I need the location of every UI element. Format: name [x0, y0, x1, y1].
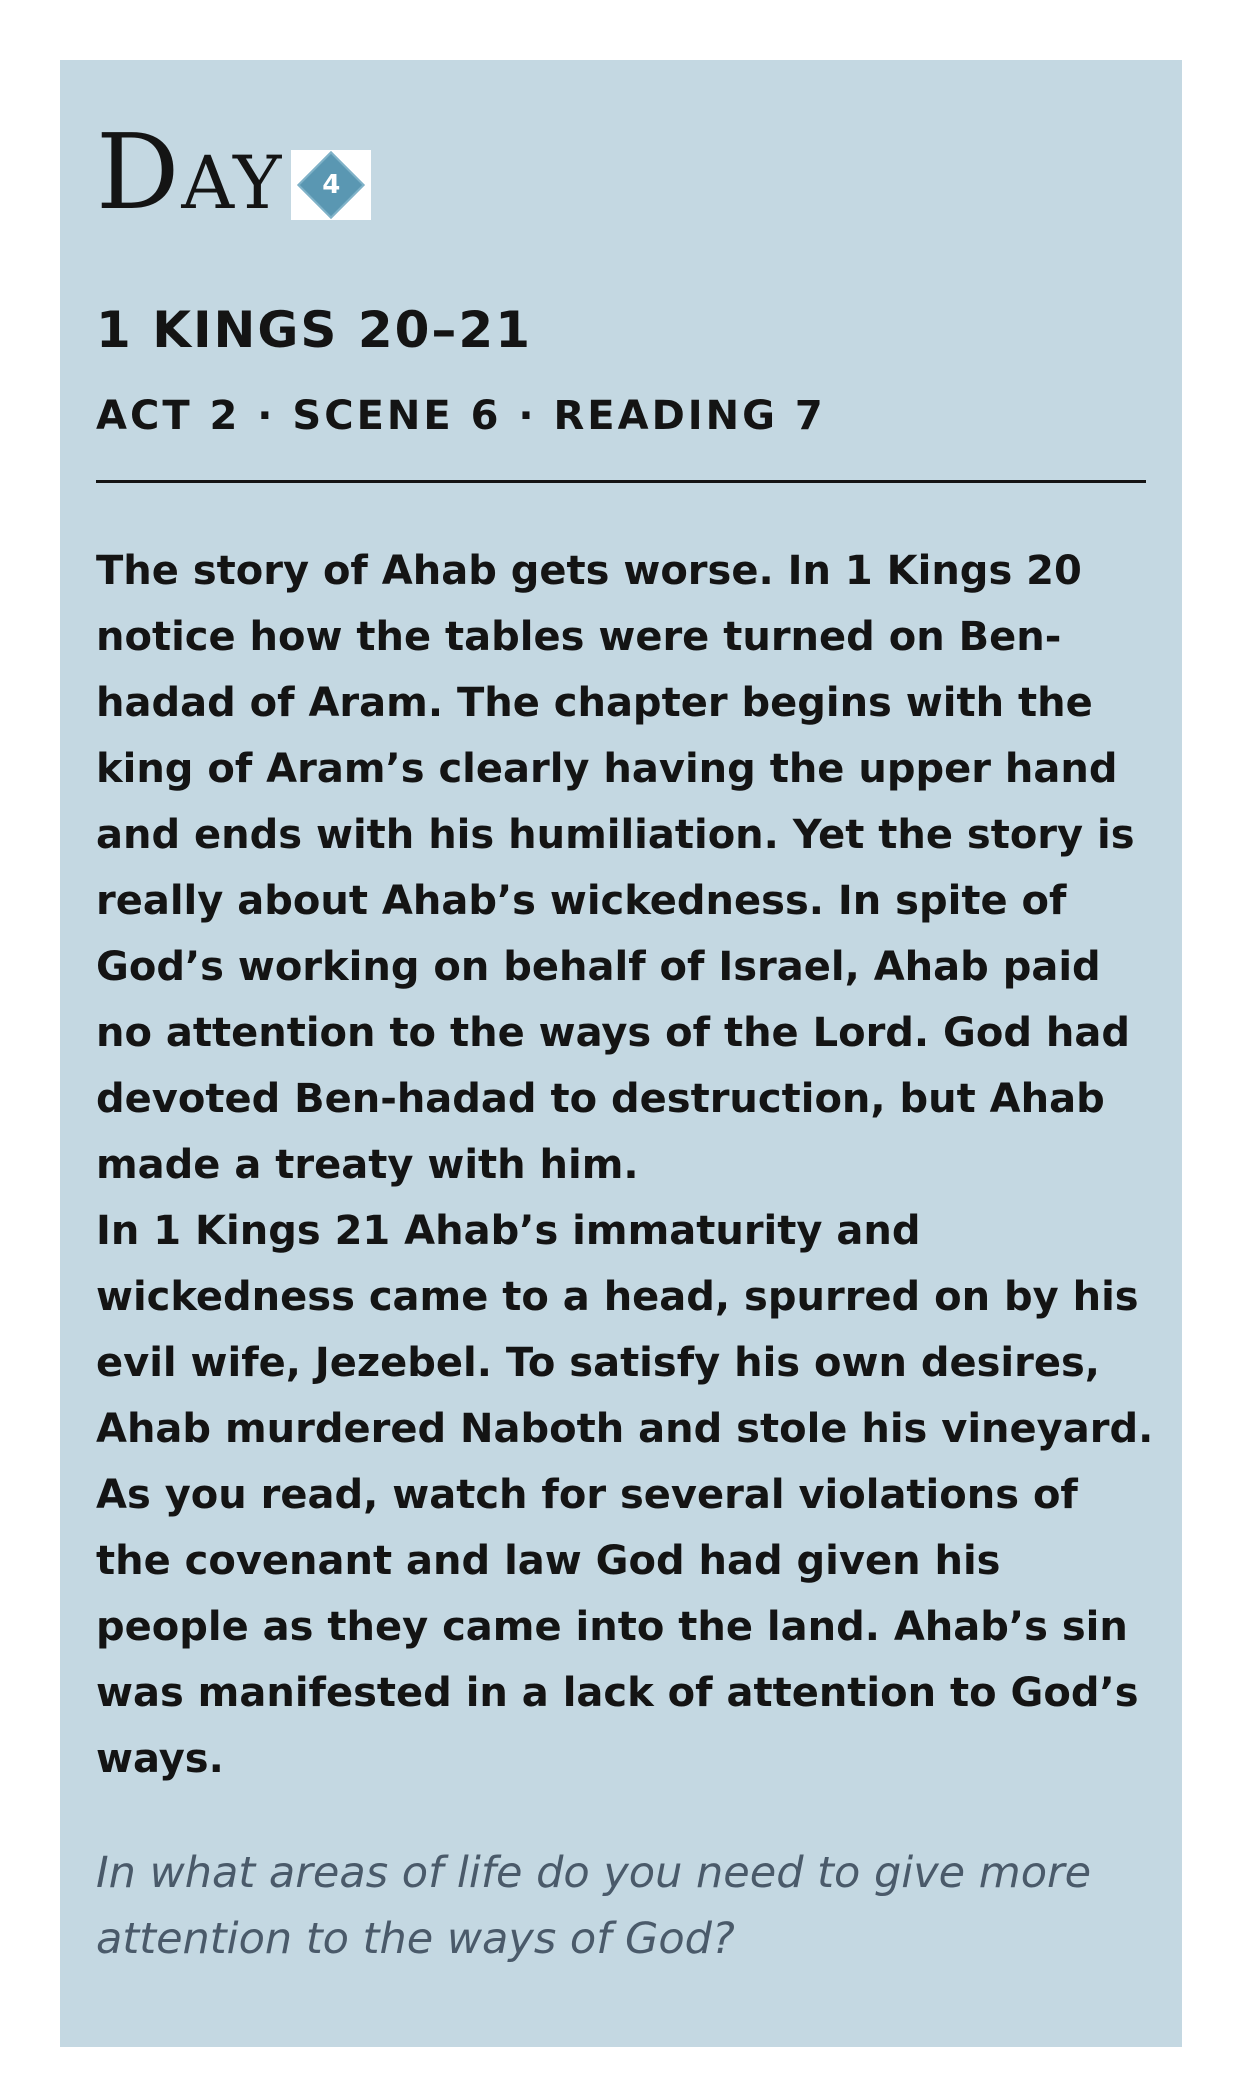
day-number: 4	[322, 170, 341, 200]
paragraph: In 1 Kings 21 Ahab’s immaturity and wickedness came to a head, spurred on by his evil wife, Jezebel. To satisfy his own desires, Ahab murdered Naboth and stole his vineyard.	[96, 1208, 1154, 1452]
reflection-question: In what areas of life do you need to give more attention to the ways of God?	[96, 1848, 1092, 1964]
paragraph: The story of Ahab gets worse. In 1 Kings 20 notice how the tables were turned on Ben-hadad of Aram. The chapter begins with the king of Aram’s clearly having the upper hand and ends with his humiliation. Yet the story is really about Ahab’s wickedness. In spite of God’s working on behalf of Israel, Ahab paid no attention to the ways of the Lord. God had devoted Ben-hadad to destruction, but Ahab made a treaty with him.	[96, 548, 1135, 1188]
day-label: Day	[96, 111, 284, 233]
day-number-badge	[291, 150, 371, 220]
paragraph: As you read, watch for several violations of the covenant and law God had given his people as they came into the land. Ahab’s sin was manifested in a lack of attention to God’s ways.	[96, 1472, 1139, 1782]
divider	[96, 480, 1146, 483]
passage-reference: 1 KINGS 20–21	[96, 301, 533, 359]
day-heading	[96, 111, 371, 233]
reading-card	[60, 60, 1182, 2047]
act-scene-reading: ACT 2 · SCENE 6 · READING 7	[96, 393, 826, 439]
reading-body	[96, 538, 1156, 1792]
